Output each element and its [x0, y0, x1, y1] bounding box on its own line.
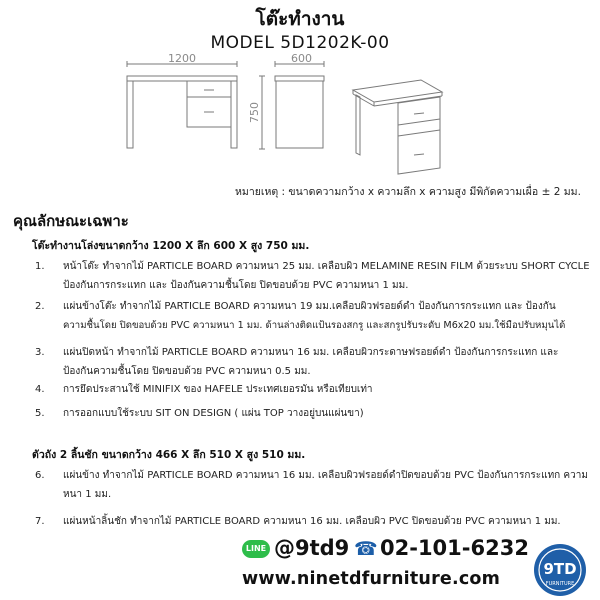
perspective-view-drawing [353, 80, 442, 174]
item-text-line: ความชื้นโดย ปิดขอบด้วย PVC ความหนา 1 มม. ด้านล่างติดแป้นรองสกรู และสกรูปรับระดับ M6x20 มม.ใช้มือปรับหมุนได้ [63, 320, 566, 331]
item-text-line: หน้าโต๊ะ ทำจากไม้ PARTICLE BOARD ความหนา 25 มม. เคลือบผิว MELAMINE RESIN FILM ด้วยระบบ SHORT CYCLE [63, 261, 590, 272]
list-item [35, 512, 595, 531]
list-item [35, 343, 595, 381]
desk-section-heading: โต๊ะทำงานโล่งขนาดกว้าง 1200 X ลึก 600 X สูง 750 มม. [32, 240, 310, 252]
height-dimension-label: 750 [248, 102, 261, 123]
item-text-line: แผ่นข้าง ทำจากไม้ PARTICLE BOARD ความหนา 16 มม. เคลือบผิวฟรอยด์ดำปิดขอบด้วย PVC ป้องกันการกระแทก ความ [63, 470, 588, 481]
company-logo [532, 542, 588, 598]
list-item [35, 297, 595, 335]
technical-drawings [0, 50, 600, 180]
contact-footer [242, 538, 532, 598]
item-number: 1. [35, 261, 45, 272]
phone-number[interactable]: 02-101-6232 [380, 536, 529, 560]
item-text-line: แผ่นปิดหน้า ทำจากไม้ PARTICLE BOARD ความหนา 16 มม. เคลือบผิวกระดาษฟรอยด์ดำ ป้องกันการกระแทก และ [63, 347, 559, 358]
line-app-icon[interactable]: LINE [242, 540, 270, 558]
list-item [35, 466, 595, 504]
list-item [35, 380, 595, 399]
item-number: 6. [35, 470, 45, 481]
page-title: โต๊ะทำงาน [255, 8, 345, 30]
item-text-line: หนา 1 มม. [63, 489, 112, 500]
model-number: MODEL 5D1202K-00 [210, 33, 390, 53]
item-number: 2. [35, 301, 45, 312]
logo-text: 9TD [543, 560, 577, 578]
specs-heading: คุณลักษณะเฉพาะ [13, 212, 129, 230]
item-text-line: ป้องกันการกระแทก และ ป้องกันความชื้นโดย ปิดขอบด้วย PVC ความหนา 1 มม. [63, 280, 409, 291]
item-text-line: แผ่นหน้าลิ้นชัก ทำจากไม้ PARTICLE BOARD ความหนา 16 มม. เคลือบผิว PVC ปิดขอบด้วย PVC ความหนา 1 มม. [63, 516, 561, 527]
item-text-line: ป้องกันความชื้นโดย ปิดขอบด้วย PVC ความหนา 0.5 มม. [63, 366, 311, 377]
width-dimension-label: 1200 [168, 52, 196, 65]
depth-dimension-label: 600 [291, 52, 312, 65]
item-text-line: แผ่นข้างโต๊ะ ทำจากไม้ PARTICLE BOARD ความหนา 19 มม.เคลือบผิวฟรอยด์ดำ ป้องกันการกระแทก และ ป้องกัน [63, 301, 556, 312]
list-item [35, 404, 595, 423]
telephone-icon: ☎ [354, 538, 378, 560]
item-number: 7. [35, 516, 45, 527]
drawer-section-heading: ตัวถัง 2 ลิ้นชัก ขนาดกว้าง 466 X ลึก 510 X สูง 510 มม. [32, 449, 306, 461]
list-item [35, 257, 595, 295]
website-link[interactable]: www.ninetdfurniture.com [242, 569, 501, 589]
side-view-drawing [259, 61, 324, 149]
item-number: 4. [35, 384, 45, 395]
line-id[interactable]: @9td9 [274, 536, 350, 560]
item-number: 5. [35, 408, 45, 419]
logo-subtext: FURNITURE [545, 581, 575, 587]
item-text-line: การยึดประสานใช้ MINIFIX ของ HAFELE ประเทศเยอรมัน หรือเทียบเท่า [63, 384, 373, 395]
item-number: 3. [35, 347, 45, 358]
front-view-drawing [127, 61, 237, 148]
tolerance-note: หมายเหตุ : ขนาดความกว้าง x ความลึก x ความสูง มีพิกัดความเผื่อ ± 2 มม. [235, 186, 581, 198]
item-text-line: การออกแบบใช้ระบบ SIT ON DESIGN ( แผ่น TOP วางอยู่บนแผ่นขา) [63, 408, 364, 419]
